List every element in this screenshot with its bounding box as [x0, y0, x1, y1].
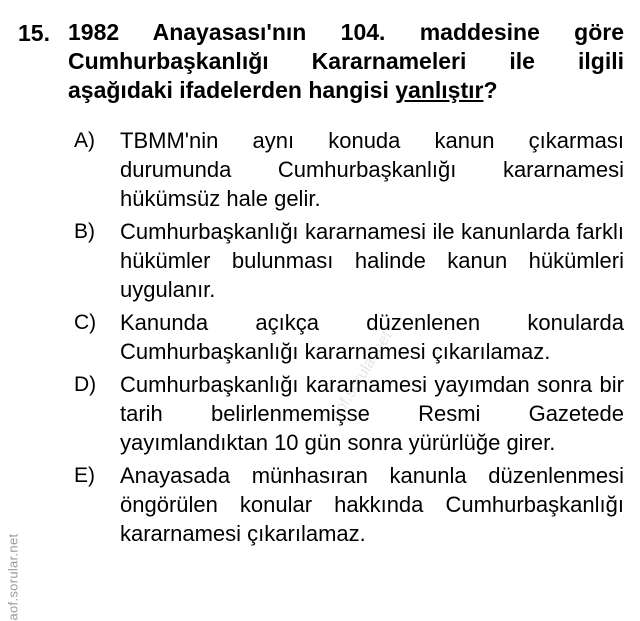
option-text: Cumhurbaşkanlığı kararnamesi yayımdan sonra bir tarih belirlenmemişse Resmi Gazetede yayımlandıktan 10 gün sonra yürürlüğe girer.	[120, 372, 624, 455]
option-letter: B)	[74, 220, 95, 243]
question-number: 15.	[18, 20, 50, 46]
option-e[interactable]	[18, 461, 624, 548]
option-c[interactable]	[18, 308, 624, 366]
option-letter: A)	[74, 129, 95, 152]
option-text: Anayasada münhasıran kanunla düzenlenmesi öngörülen konular hakkında Cumhurbaşkanlığı kararnamesi çıkarılamaz.	[120, 463, 624, 546]
question-text-end: ?	[483, 77, 498, 103]
option-letter: C)	[74, 311, 97, 334]
side-watermark: aof.sorular.net	[5, 533, 21, 621]
option-b[interactable]	[18, 217, 624, 304]
question-block	[18, 18, 624, 105]
question-text-underlined: yanlıştır	[395, 77, 484, 103]
option-text: Kanunda açıkça düzenlenen konularda Cumhurbaşkanlığı kararnamesi çıkarılamaz.	[120, 310, 624, 364]
option-text: Cumhurbaşkanlığı kararnamesi ile kanunlarda farklı hükümler bulunması halinde kanun hükümleri uygulanır.	[120, 219, 624, 302]
option-letter: D)	[74, 373, 97, 396]
option-text: TBMM'nin aynı konuda kanun çıkarması durumunda Cumhurbaşkanlığı kararnamesi hükümsüz hale gelir.	[120, 128, 624, 211]
answer-options	[18, 126, 624, 552]
question-text	[68, 18, 624, 105]
option-a[interactable]	[18, 126, 624, 213]
diagonal-watermark: aof.sorular.net	[327, 328, 396, 424]
option-d[interactable]	[18, 370, 624, 457]
option-letter: E)	[74, 464, 95, 487]
question-text-main: 1982 Anayasası'nın 104. maddesine göre Cumhurbaşkanlığı Kararnameleri ile ilgili aşağıdaki ifadelerden hangisi	[68, 19, 624, 103]
